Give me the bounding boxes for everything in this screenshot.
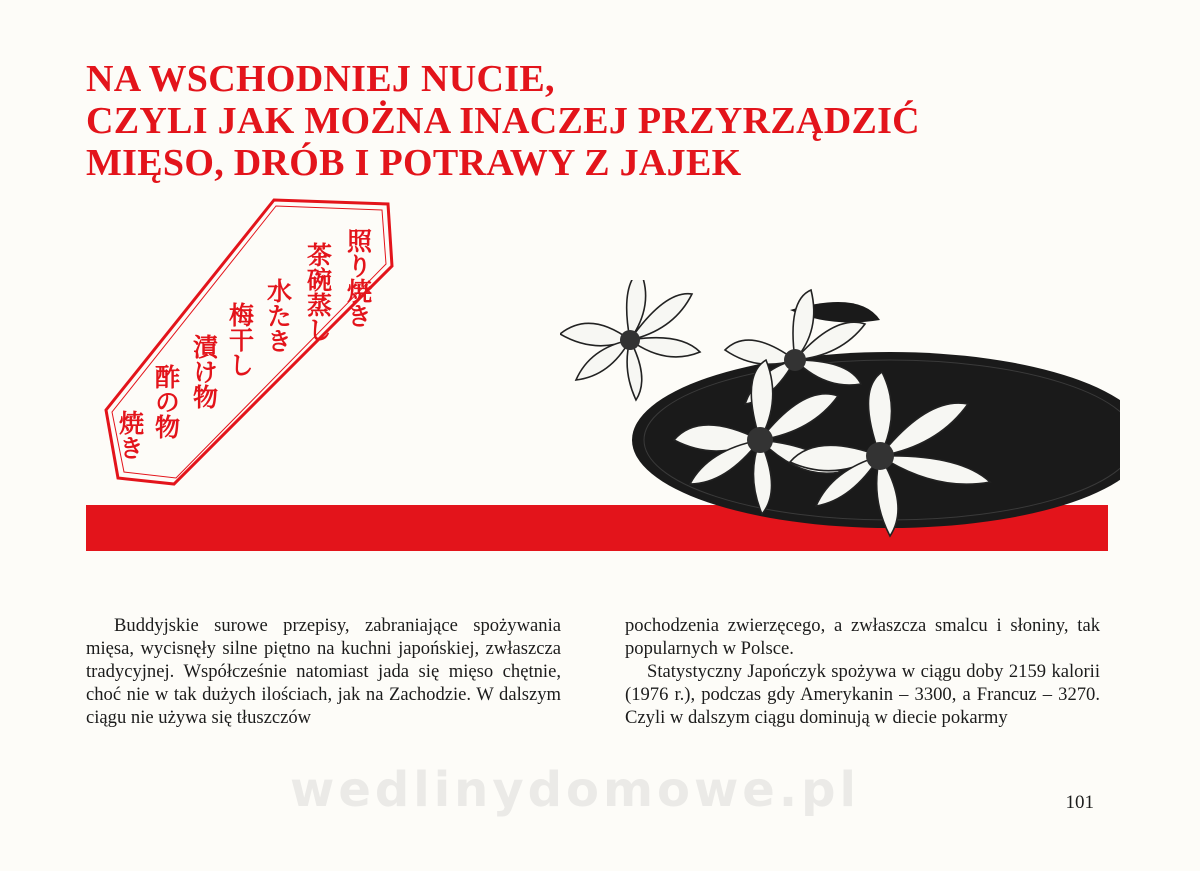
japanese-stamp-seal — [96, 196, 396, 496]
water-lily-flower — [560, 280, 700, 400]
title-line-1: NA WSCHODNIEJ NUCIE, — [86, 58, 555, 100]
stamp-line-1: 照り焼き — [343, 228, 373, 328]
body-text-left-column: Buddyjskie surowe przepisy, zabraniające spożywania mięsa, wycisnęły silne piętno na kuchni japońskiej, zwłaszcza tradycyjnej. Współcześnie natomiast jada się mięso chętnie, choć nie w tak dużych ilościach, jak na Zachodzie. W dalszym ciągu nie używa się tłuszczów — [86, 615, 561, 728]
stamp-line-4: 梅干し — [225, 302, 255, 377]
water-lily-plate-illustration — [560, 280, 1120, 550]
body-text-right-column — [625, 614, 1100, 729]
page-number: 101 — [1065, 792, 1094, 813]
stamp-line-6: 酢の物 — [151, 364, 181, 439]
watermark: wedlinydomowe.pl — [290, 762, 860, 818]
page-title — [86, 58, 920, 184]
title-line-3: MIĘSO, DRÓB I POTRAWY Z JAJEK — [86, 142, 742, 184]
stamp-line-5: 漬け物 — [189, 334, 219, 409]
stamp-line-7: 焼き — [115, 410, 145, 460]
right-column-paragraph-2: Statystyczny Japończyk spożywa w ciągu doby 2159 kalorii (1976 r.), podczas gdy Amerykanin – 3300, a Francuz – 3270. Czyli w dalszym ciągu dominują w diecie pokarmy — [625, 661, 1100, 728]
title-line-2: CZYLI JAK MOŻNA INACZEJ PRZYRZĄDZIĆ — [86, 100, 920, 142]
right-column-paragraph-1: pochodzenia zwierzęcego, a zwłaszcza smalcu i słoniny, tak popularnych w Polsce. — [625, 615, 1100, 659]
stamp-line-3: 水たき — [263, 278, 293, 353]
stamp-line-2: 茶碗蒸し — [303, 242, 333, 342]
